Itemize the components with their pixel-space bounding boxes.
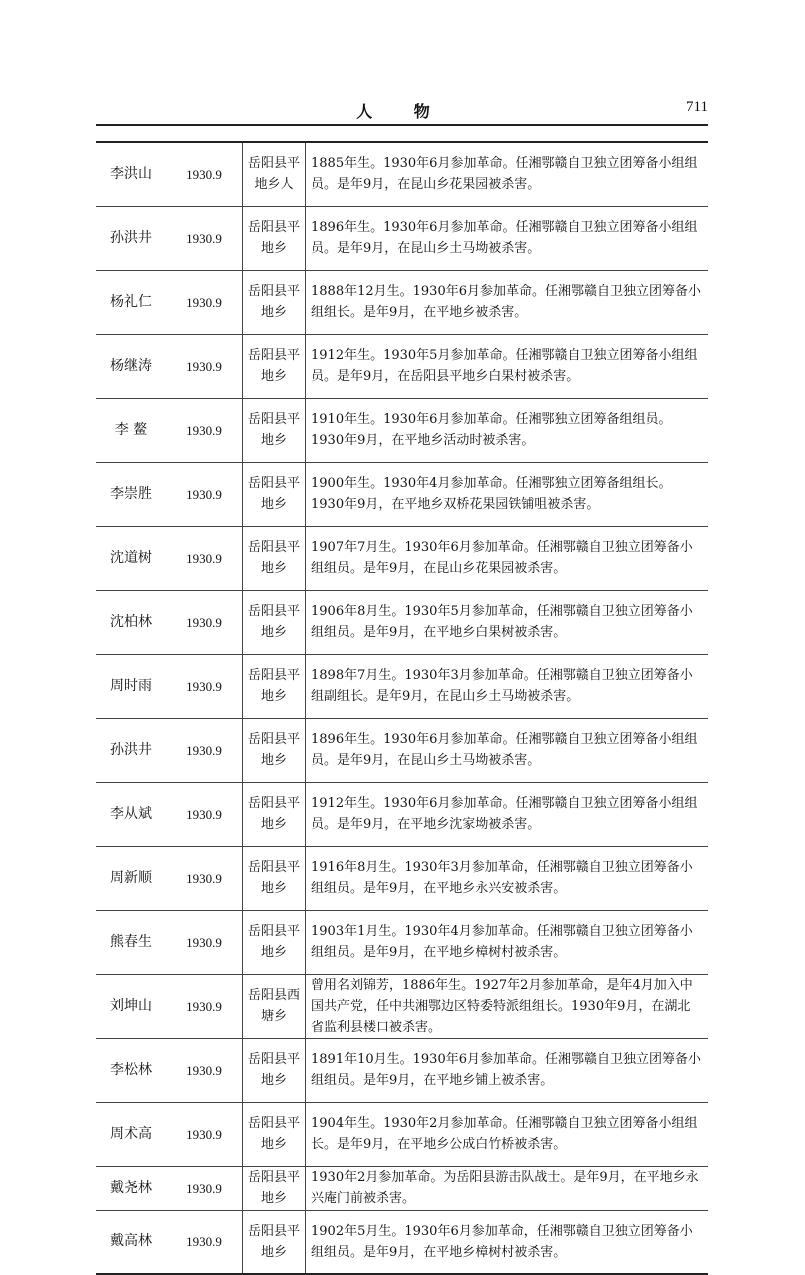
table-row	[96, 142, 708, 206]
death-date-cell: 1930.9	[166, 718, 243, 782]
biography-cell: 1912年生。1930年6月参加革命。任湘鄂赣自卫独立团筹备小组组员。是年9月，在平地乡沈家坳被杀害。	[306, 782, 709, 846]
hometown-cell: 岳阳县平地乡	[243, 526, 306, 590]
death-date-cell: 1930.9	[166, 142, 243, 206]
person-name-cell: 李崇胜	[96, 462, 166, 526]
biography-cell: 1902年5月生。1930年6月参加革命，任湘鄂赣自卫独立团筹备小组组员。是年9月，在平地乡樟树村被杀害。	[306, 1210, 709, 1274]
table-row	[96, 1102, 708, 1166]
biography-cell: 1906年8月生。1930年5月参加革命，任湘鄂赣自卫独立团筹备小组组员。是年9月，在平地乡白果树被杀害。	[306, 590, 709, 654]
person-name-cell: 杨礼仁	[96, 270, 166, 334]
biography-cell: 1896年生。1930年6月参加革命。任湘鄂赣自卫独立团筹备小组组员。是年9月，在昆山乡土马坳被杀害。	[306, 718, 709, 782]
hometown-cell: 岳阳县平地乡	[243, 270, 306, 334]
hometown-cell: 岳阳县平地乡	[243, 206, 306, 270]
biography-cell: 1900年生。1930年4月参加革命。任湘鄂独立团筹备组组长。1930年9月，在平地乡双桥花果园铁铺咀被杀害。	[306, 462, 709, 526]
person-name-cell: 戴高林	[96, 1210, 166, 1274]
hometown-cell: 岳阳县平地乡	[243, 590, 306, 654]
table-row	[96, 206, 708, 270]
table-row	[96, 398, 708, 462]
death-date-cell: 1930.9	[166, 1038, 243, 1102]
biography-cell: 1888年12月生。1930年6月参加革命。任湘鄂赣自卫独立团筹备小组组长。是年9月，在平地乡被杀害。	[306, 270, 709, 334]
death-date-cell: 1930.9	[166, 910, 243, 974]
table-row	[96, 1166, 708, 1210]
page-header	[96, 96, 708, 122]
death-date-cell: 1930.9	[166, 526, 243, 590]
hometown-cell: 岳阳县平地乡	[243, 718, 306, 782]
death-date-cell: 1930.9	[166, 654, 243, 718]
biography-cell: 1910年生。1930年6月参加革命。任湘鄂独立团筹备组组员。1930年9月，在平地乡活动时被杀害。	[306, 398, 709, 462]
death-date-cell: 1930.9	[166, 974, 243, 1038]
person-name-cell: 孙洪井	[96, 206, 166, 270]
table-row	[96, 334, 708, 398]
person-name-cell: 李松林	[96, 1038, 166, 1102]
death-date-cell: 1930.9	[166, 846, 243, 910]
table-row	[96, 910, 708, 974]
biography-cell: 1930年2月参加革命。为岳阳县游击队战士。是年9月，在平地乡永兴庵门前被杀害。	[306, 1166, 709, 1210]
person-name-cell: 周新顺	[96, 846, 166, 910]
table-row	[96, 782, 708, 846]
hometown-cell: 岳阳县平地乡	[243, 334, 306, 398]
death-date-cell: 1930.9	[166, 206, 243, 270]
death-date-cell: 1930.9	[166, 782, 243, 846]
person-name-cell: 李 鳌	[96, 398, 166, 462]
person-name-cell: 李洪山	[96, 142, 166, 206]
person-name-cell: 杨继涛	[96, 334, 166, 398]
death-date-cell: 1930.9	[166, 398, 243, 462]
person-name-cell: 周时雨	[96, 654, 166, 718]
death-date-cell: 1930.9	[166, 334, 243, 398]
death-date-cell: 1930.9	[166, 1166, 243, 1210]
table-row	[96, 1210, 708, 1274]
person-name-cell: 李从斌	[96, 782, 166, 846]
table-row	[96, 462, 708, 526]
hometown-cell: 岳阳县平地乡	[243, 1166, 306, 1210]
biography-cell: 1898年7月生。1930年3月参加革命。任湘鄂赣自卫独立团筹备小组副组长。是年9月，在昆山乡土马坳被杀害。	[306, 654, 709, 718]
table-row	[96, 590, 708, 654]
hometown-cell: 岳阳县西塘乡	[243, 974, 306, 1038]
biography-cell: 1907年7月生。1930年6月参加革命。任湘鄂赣自卫独立团筹备小组组员。是年9月，在昆山乡花果园被杀害。	[306, 526, 709, 590]
hometown-cell: 岳阳县平地乡	[243, 1210, 306, 1274]
page-number: 711	[686, 99, 708, 115]
hometown-cell: 岳阳县平地乡	[243, 846, 306, 910]
table-body	[96, 142, 708, 1274]
martyrs-table	[96, 141, 708, 1275]
death-date-cell: 1930.9	[166, 590, 243, 654]
hometown-cell: 岳阳县平地乡	[243, 1102, 306, 1166]
biography-cell: 1891年10月生。1930年6月参加革命。任湘鄂赣自卫独立团筹备小组组员。是年9月，在平地乡铺上被杀害。	[306, 1038, 709, 1102]
biography-cell: 1916年8月生。1930年3月参加革命，任湘鄂赣自卫独立团筹备小组组员。是年9月，在平地乡永兴安被杀害。	[306, 846, 709, 910]
table-row	[96, 270, 708, 334]
hometown-cell: 岳阳县平地乡	[243, 654, 306, 718]
biography-cell: 1912年生。1930年5月参加革命。任湘鄂赣自卫独立团筹备小组组员。是年9月，在岳阳县平地乡白果村被杀害。	[306, 334, 709, 398]
person-name-cell: 戴尧林	[96, 1166, 166, 1210]
table-row	[96, 974, 708, 1038]
table-row	[96, 526, 708, 590]
running-title: 人 物	[356, 102, 448, 121]
person-name-cell: 沈道树	[96, 526, 166, 590]
biography-cell: 曾用名刘锦芳，1886年生。1927年2月参加革命，是年4月加入中国共产党，任中共湘鄂边区特委特派组组长。1930年9月，在湖北省监利县楼口被杀害。	[306, 974, 709, 1038]
biography-cell: 1885年生。1930年6月参加革命。任湘鄂赣自卫独立团筹备小组组员。是年9月，在昆山乡花果园被杀害。	[306, 142, 709, 206]
person-name-cell: 周术高	[96, 1102, 166, 1166]
header-rule	[96, 124, 708, 126]
hometown-cell: 岳阳县平地乡	[243, 462, 306, 526]
person-name-cell: 熊春生	[96, 910, 166, 974]
death-date-cell: 1930.9	[166, 462, 243, 526]
hometown-cell: 岳阳县平地乡	[243, 910, 306, 974]
table-row	[96, 654, 708, 718]
hometown-cell: 岳阳县平地乡	[243, 398, 306, 462]
biography-cell: 1904年生。1930年2月参加革命。任湘鄂赣自卫独立团筹备小组组长。是年9月，在平地乡公成白竹桥被杀害。	[306, 1102, 709, 1166]
death-date-cell: 1930.9	[166, 1102, 243, 1166]
biography-cell: 1903年1月生。1930年4月参加革命。任湘鄂赣自卫独立团筹备小组组员。是年9月，在平地乡樟树村被杀害。	[306, 910, 709, 974]
person-name-cell: 刘坤山	[96, 974, 166, 1038]
person-name-cell: 沈柏林	[96, 590, 166, 654]
hometown-cell: 岳阳县平地乡人	[243, 142, 306, 206]
hometown-cell: 岳阳县平地乡	[243, 1038, 306, 1102]
table-row	[96, 846, 708, 910]
person-name-cell: 孙洪井	[96, 718, 166, 782]
death-date-cell: 1930.9	[166, 1210, 243, 1274]
table-row	[96, 1038, 708, 1102]
biography-cell: 1896年生。1930年6月参加革命。任湘鄂赣自卫独立团筹备小组组员。是年9月，在昆山乡土马坳被杀害。	[306, 206, 709, 270]
hometown-cell: 岳阳县平地乡	[243, 782, 306, 846]
table-row	[96, 718, 708, 782]
death-date-cell: 1930.9	[166, 270, 243, 334]
martyrs-table-container	[96, 141, 708, 1275]
